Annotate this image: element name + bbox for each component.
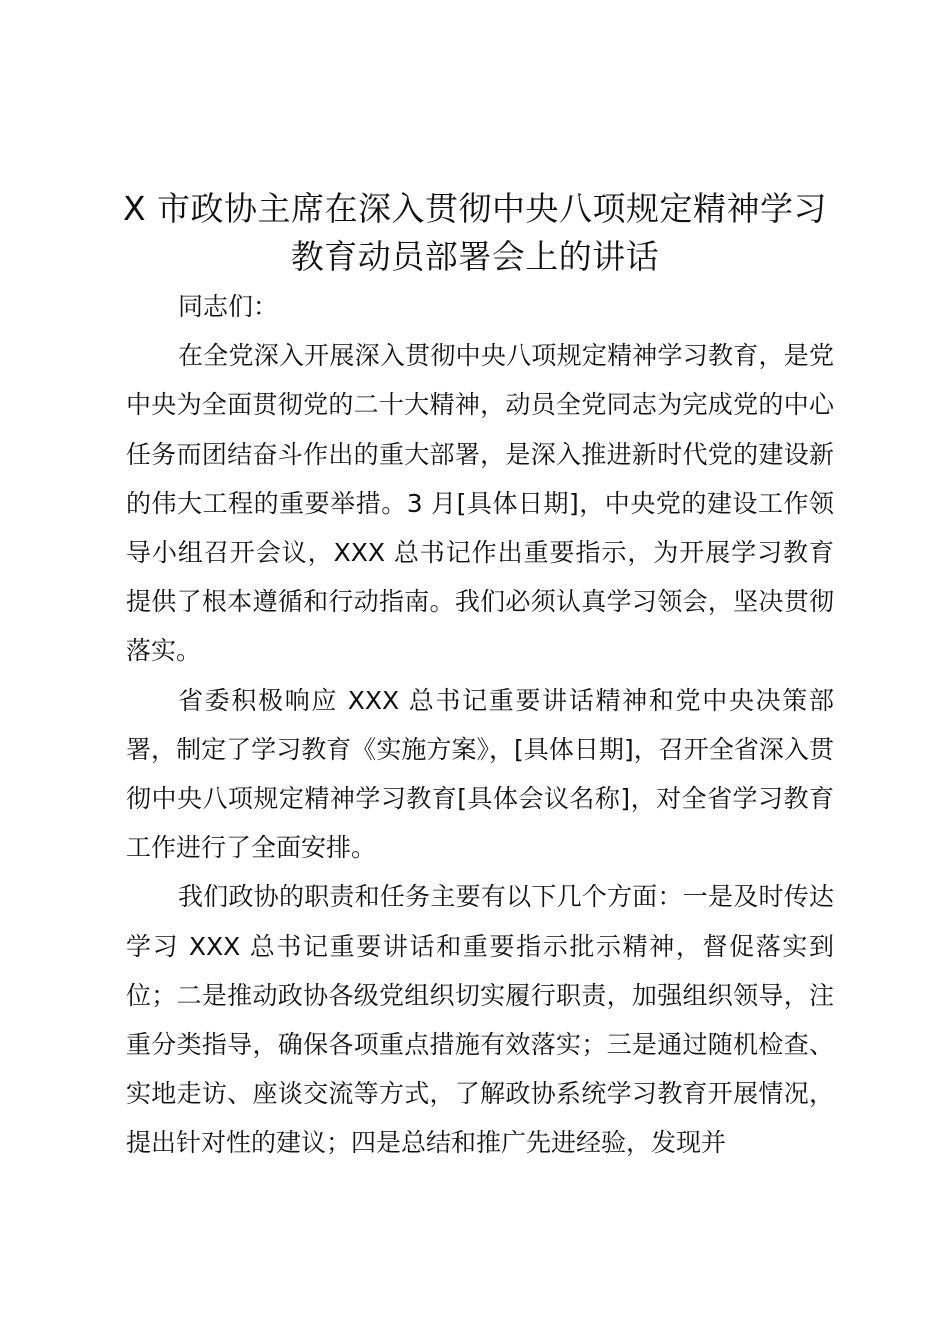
paragraph-1: 在全党深入开展深入贯彻中央八项规定精神学习教育，是党中央为全面贯彻党的二十大精神，动员全党同志为完成党的中心任务而团结奋斗作出的重大部署，是深入推进新时代党的建设新的伟大工程的重要举措。3 月[具体日期]，中央党的建设工作领导小组召开会议，XXX 总书记作出重要指示，为开展学习教育提供了根本遵循和行动指南。我们必须认真学习领会，坚决贯彻落实。 bbox=[126, 341, 834, 666]
greeting: 同志们： bbox=[178, 292, 279, 321]
paragraph-2: 省委积极响应 XXX 总书记重要讲话精神和党中央决策部署，制定了学习教育《实施方案》，[具体日期]，召开全省深入贯彻中央八项规定精神学习教育[具体会议名称]，对全省学习教育工作进行了全面安排。 bbox=[126, 685, 834, 863]
paragraph-3: 我们政协的职责和任务主要有以下几个方面：一是及时传达学习 XXX 总书记重要讲话和重要指示批示精神，督促落实到位；二是推动政协各级党组织切实履行职责，加强组织领导，注重分类指导，确保各项重点措施有效落实；三是通过随机检查、实地走访、座谈交流等方式，了解政协系统学习教育开展情况，提出针对性的建议；四是总结和推广先进经验，发现并 bbox=[126, 882, 834, 1158]
document-title: X 市政协主席在深入贯彻中央八项规定精神学习教育动员部署会上的讲话 bbox=[122, 189, 828, 276]
document-body bbox=[126, 282, 834, 1168]
